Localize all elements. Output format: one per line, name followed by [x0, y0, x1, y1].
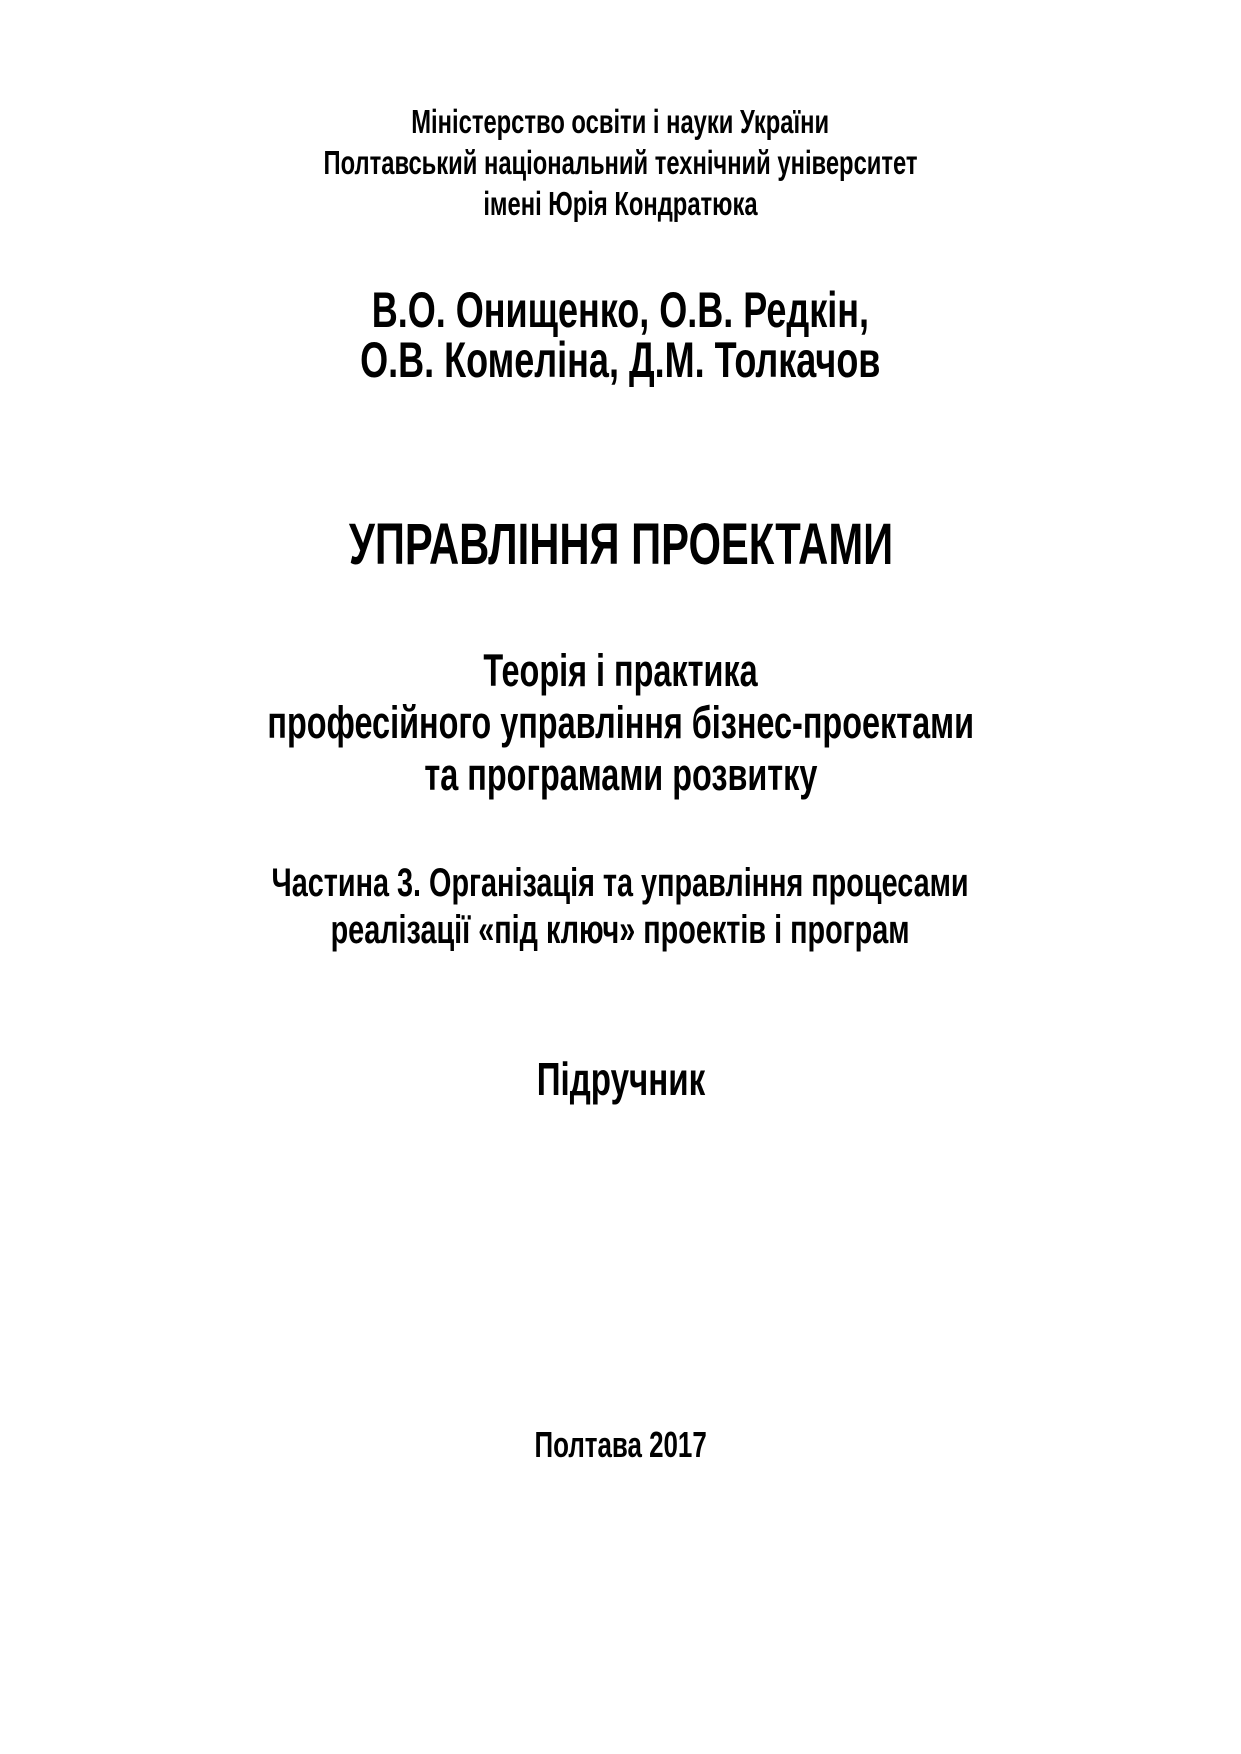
authors-text-1: В.О. Онищенко, О.В. Редкін, [371, 282, 870, 338]
authors-text-2: О.В. Комеліна, Д.М. Толкачов [360, 332, 881, 388]
part-line-1 [0, 860, 1241, 906]
university-line [0, 143, 1241, 183]
subtitle-line-3 [0, 749, 1241, 801]
part-line-2 [0, 907, 1241, 953]
authors-line-1 [0, 282, 1241, 338]
university-text: Полтавський національний технічний університет [323, 144, 918, 181]
imprint-text: Полтава 2017 [534, 1424, 707, 1465]
part-text-2: реалізації «під ключ» проектів і програм [330, 908, 910, 952]
part-text-1: Частина 3. Організація та управління процесами [271, 861, 970, 905]
book-title [0, 513, 1241, 577]
university-name-text: імені Юрія Кондратюка [483, 185, 758, 222]
university-name-line [0, 184, 1241, 224]
subtitle-text-3: та програмами розвитку [423, 749, 817, 800]
subtitle-line-2 [0, 697, 1241, 749]
subtitle-text-2: професійного управління бізнес-проектами [267, 697, 974, 748]
authors-line-2 [0, 332, 1241, 388]
publication-type-text: Підручник [536, 1053, 705, 1105]
ministry-text: Міністерство освіти і науки України [411, 103, 830, 140]
imprint [0, 1424, 1241, 1466]
book-title-text: УПРАВЛІННЯ ПРОЕКТАМИ [348, 512, 893, 577]
subtitle-line-1 [0, 645, 1241, 697]
ministry-line [0, 102, 1241, 142]
subtitle-text-1: Теорія і практика [483, 645, 758, 696]
publication-type [0, 1053, 1241, 1105]
